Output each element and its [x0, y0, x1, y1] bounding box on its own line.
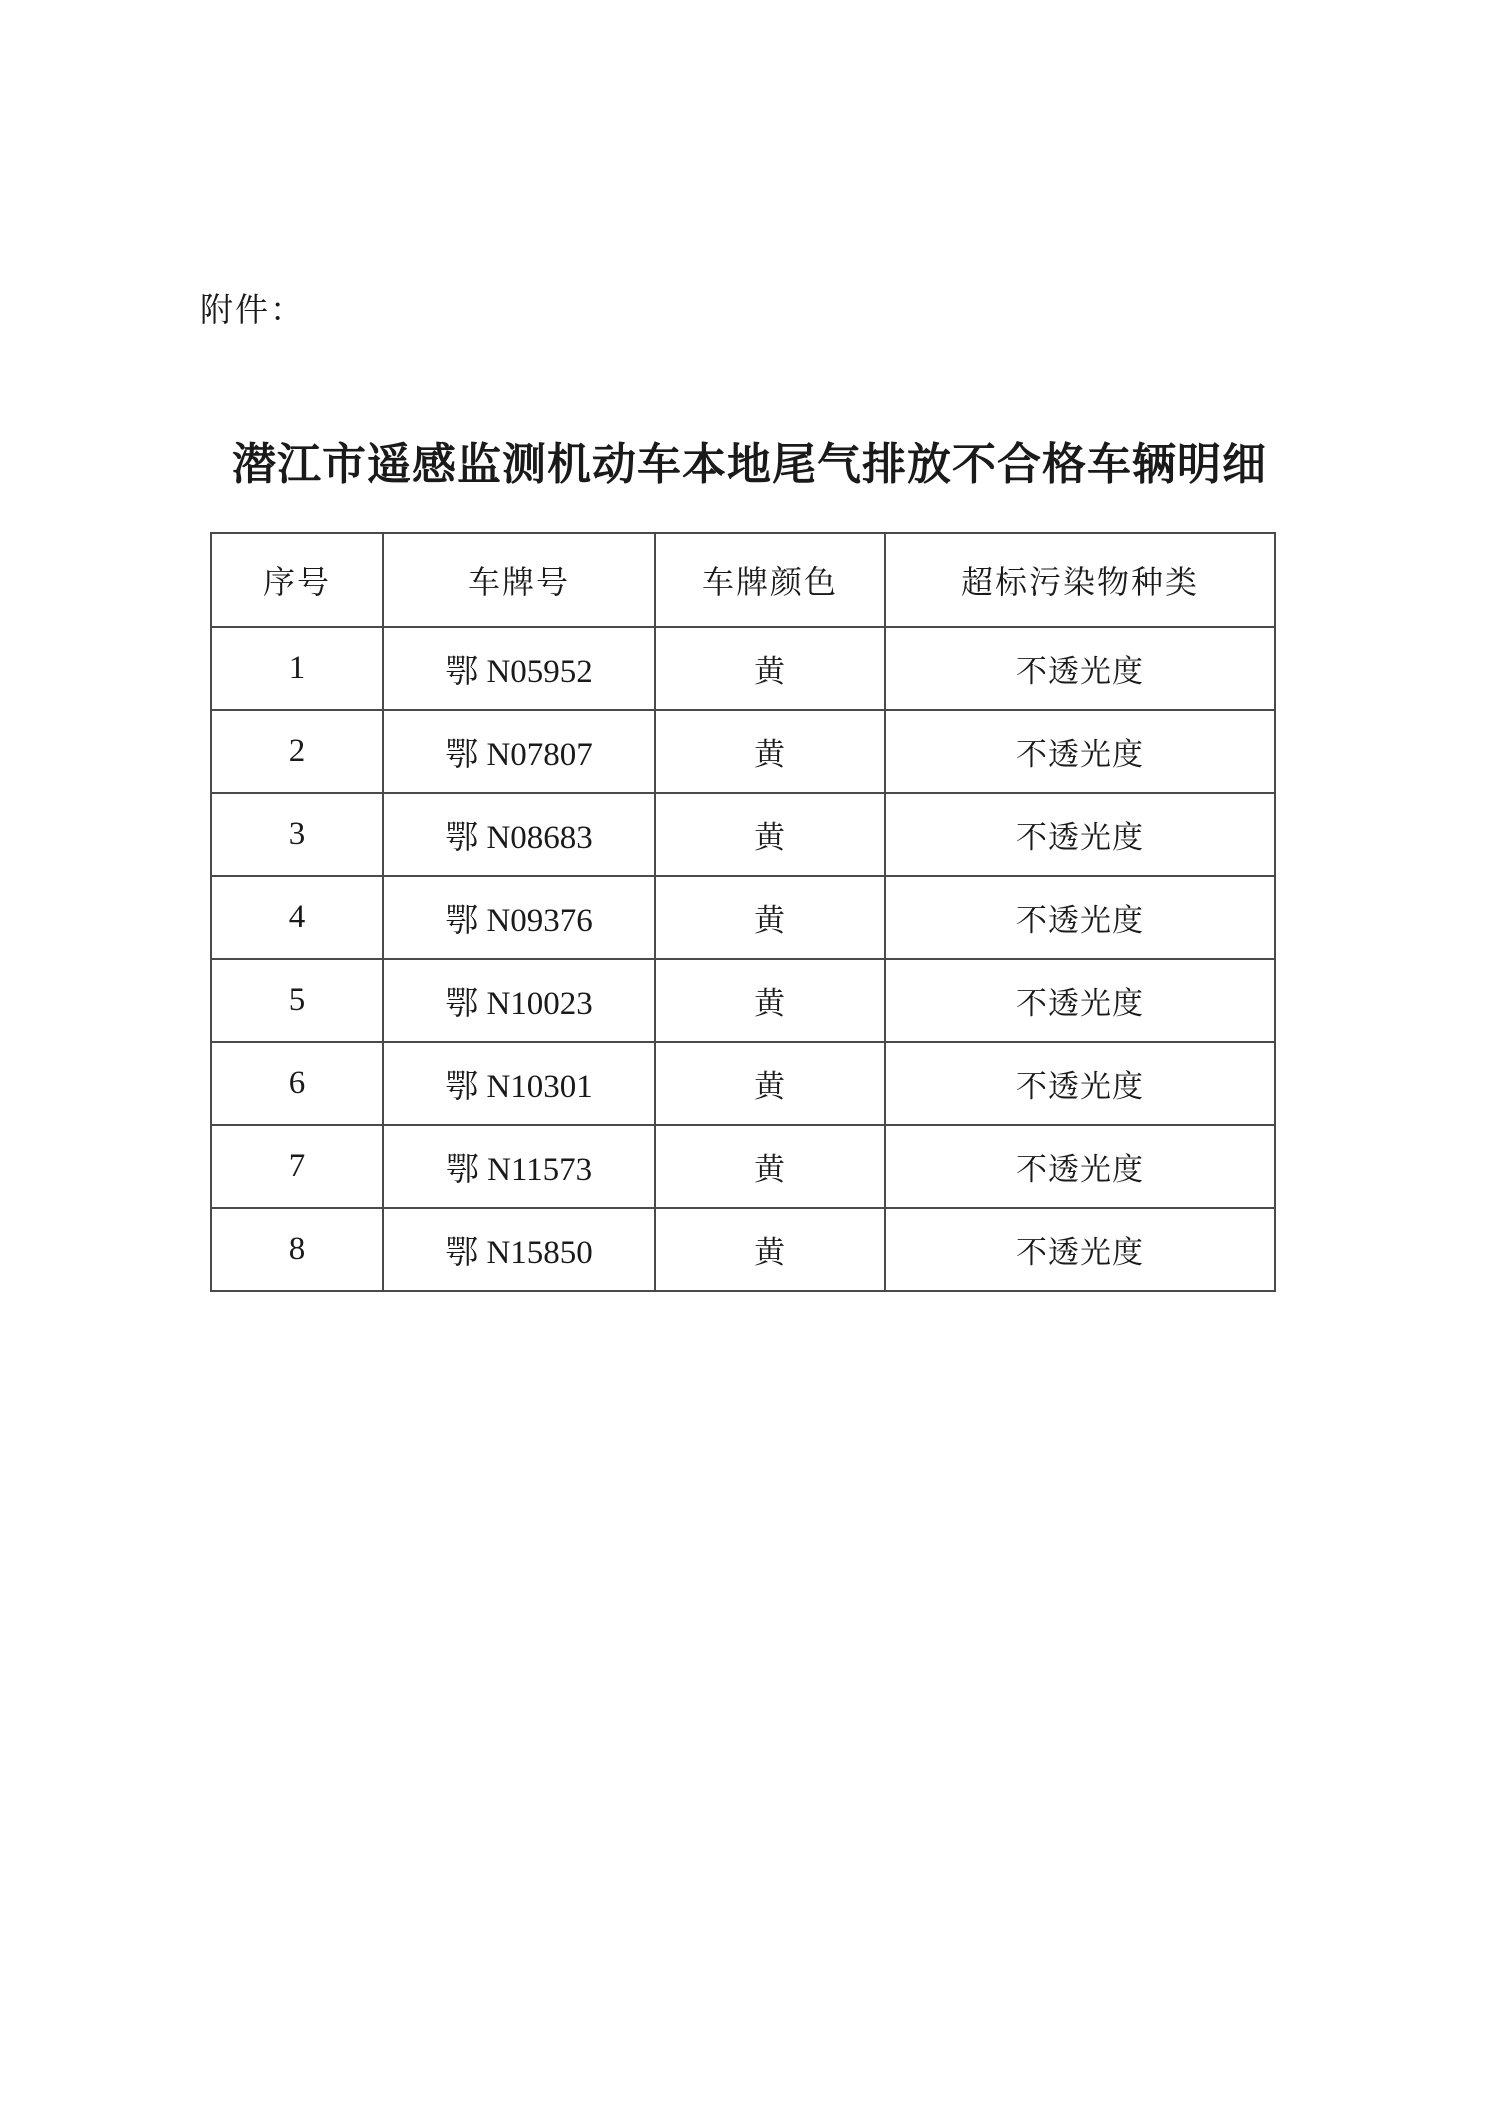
row-plate: 鄂 N10301 [383, 1042, 655, 1125]
table-row [211, 710, 1275, 793]
row-seq: 2 [211, 710, 383, 793]
row-pollutant: 不透光度 [885, 1208, 1275, 1291]
row-seq: 4 [211, 876, 383, 959]
row-plate-color: 黄 [655, 876, 885, 959]
table-row [211, 959, 1275, 1042]
header-plate: 车牌号 [383, 533, 655, 627]
row-seq: 8 [211, 1208, 383, 1291]
header-plate-color: 车牌颜色 [655, 533, 885, 627]
row-pollutant: 不透光度 [885, 876, 1275, 959]
row-seq: 6 [211, 1042, 383, 1125]
row-plate: 鄂 N09376 [383, 876, 655, 959]
row-pollutant: 不透光度 [885, 710, 1275, 793]
table-row [211, 627, 1275, 710]
row-plate: 鄂 N10023 [383, 959, 655, 1042]
row-pollutant: 不透光度 [885, 1125, 1275, 1208]
table-row [211, 876, 1275, 959]
row-pollutant: 不透光度 [885, 793, 1275, 876]
header-seq: 序号 [211, 533, 383, 627]
row-plate-color: 黄 [655, 710, 885, 793]
row-plate-color: 黄 [655, 793, 885, 876]
table-row [211, 1042, 1275, 1125]
row-plate: 鄂 N07807 [383, 710, 655, 793]
header-pollutant: 超标污染物种类 [885, 533, 1275, 627]
row-seq: 7 [211, 1125, 383, 1208]
row-plate: 鄂 N11573 [383, 1125, 655, 1208]
row-pollutant: 不透光度 [885, 1042, 1275, 1125]
row-plate: 鄂 N05952 [383, 627, 655, 710]
row-plate-color: 黄 [655, 959, 885, 1042]
document-title: 潜江市遥感监测机动车本地尾气排放不合格车辆明细 [232, 439, 1267, 490]
row-pollutant: 不透光度 [885, 627, 1275, 710]
attachment-label: 附件： [200, 290, 305, 329]
row-plate: 鄂 N15850 [383, 1208, 655, 1291]
row-seq: 1 [211, 627, 383, 710]
row-plate: 鄂 N08683 [383, 793, 655, 876]
table-row [211, 1208, 1275, 1291]
row-pollutant: 不透光度 [885, 959, 1275, 1042]
table-row [211, 1125, 1275, 1208]
table-header-row [211, 533, 1275, 627]
row-seq: 3 [211, 793, 383, 876]
row-plate-color: 黄 [655, 1125, 885, 1208]
row-plate-color: 黄 [655, 1208, 885, 1291]
table-row [211, 793, 1275, 876]
row-plate-color: 黄 [655, 627, 885, 710]
vehicle-table-container [210, 532, 1274, 1292]
row-plate-color: 黄 [655, 1042, 885, 1125]
vehicle-table [210, 532, 1276, 1292]
row-seq: 5 [211, 959, 383, 1042]
